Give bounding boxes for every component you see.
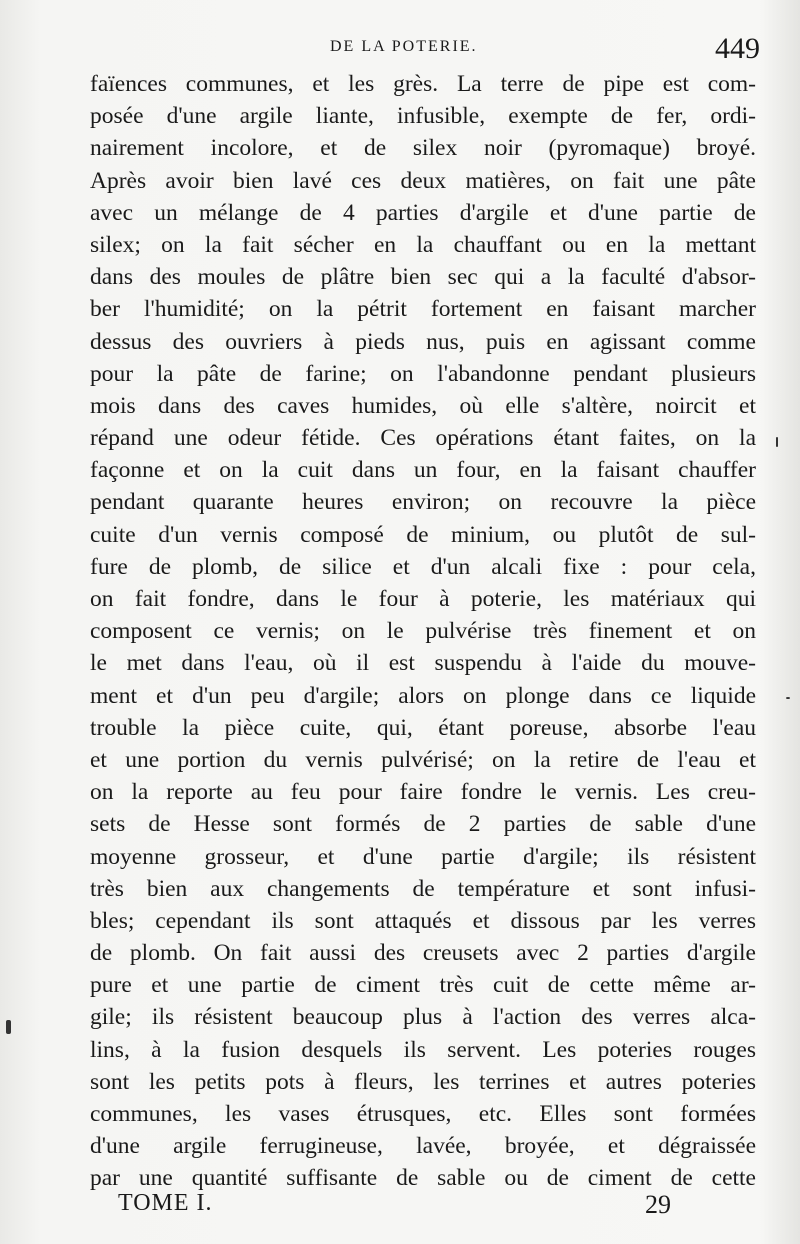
text-line: par une quantité suffisante de sable ou de ciment de cette (90, 1165, 756, 1192)
text-line: dans des moules de plâtre bien sec qui a la faculté d'absor- (90, 264, 756, 291)
text-line: Après avoir bien lavé ces deux matières, on fait une pâte (90, 167, 756, 194)
text-line: trouble la pièce cuite, qui, étant poreuse, absorbe l'eau (90, 714, 756, 741)
text-line: de plomb. On fait aussi des creusets avec 2 parties d'argile (90, 940, 756, 967)
ink-speck (786, 697, 790, 699)
text-line: répand une odeur fétide. Ces opérations étant faites, on la (90, 425, 756, 452)
text-line: ber l'humidité; on la pétrit fortement en faisant marcher (90, 296, 756, 323)
text-line: pour la pâte de farine; on l'abandonne pendant plusieurs (90, 360, 756, 387)
text-line: silex; on la fait sécher en la chauffant ou en la mettant (90, 231, 756, 258)
text-line: bles; cependant ils sont attaqués et dissous par les verres (90, 907, 756, 934)
text-line: et une portion du vernis pulvérisé; on la retire de l'eau et (90, 746, 756, 773)
text-line: sont les petits pots à fleurs, les terrines et autres poteries (90, 1068, 756, 1095)
text-line: lins, à la fusion desquels ils servent. Les poteries rouges (90, 1036, 756, 1063)
text-line: pendant quarante heures environ; on recouvre la pièce (90, 489, 756, 516)
text-line: ment et d'un peu d'argile; alors on plonge dans ce liquide (90, 682, 756, 709)
text-line: le met dans l'eau, où il est suspendu à l'aide du mouve- (90, 650, 756, 677)
text-line: fure de plomb, de silice et d'un alcali fixe : pour cela, (90, 553, 756, 580)
body-text (90, 68, 756, 1195)
text-line: moyenne grosseur, et d'une partie d'argile; ils résistent (90, 843, 756, 870)
text-line: composent ce vernis; on le pulvérise très finement et on (90, 618, 756, 645)
ink-speck (776, 437, 778, 447)
text-line: pure et une partie de ciment très cuit de cette même ar- (90, 972, 756, 999)
text-line: façonne et on la cuit dans un four, en la faisant chauffer (90, 457, 756, 484)
text-line: faïences communes, et les grès. La terre de pipe est com- (90, 71, 756, 97)
text-line: posée d'une argile liante, infusible, exempte de fer, ordi- (90, 103, 756, 130)
ink-speck (6, 1020, 11, 1034)
signature-number: 29 (645, 1190, 671, 1219)
running-title: DE LA POTERIE. (330, 38, 478, 55)
volume-signature: TOME I. (118, 1190, 213, 1216)
text-line: communes, les vases étrusques, etc. Elles sont formées (90, 1101, 756, 1127)
text-line: avec un mélange de 4 parties d'argile et d'une partie de (90, 199, 756, 226)
text-line: cuite d'un vernis composé de minium, ou plutôt de sul- (90, 521, 756, 548)
text-line: nairement incolore, et de silex noir (pyromaque) broyé. (90, 135, 756, 162)
text-line: dessus des ouvriers à pieds nus, puis en agissant comme (90, 328, 756, 355)
text-line: gile; ils résistent beaucoup plus à l'action des verres alca- (90, 1004, 756, 1031)
text-line: sets de Hesse sont formés de 2 parties de sable d'une (90, 811, 756, 838)
text-line: on la reporte au feu pour faire fondre le vernis. Les creu- (90, 779, 756, 806)
page-number: 449 (715, 32, 760, 65)
running-head (0, 32, 800, 66)
text-line: mois dans des caves humides, où elle s'altère, noircit et (90, 392, 756, 419)
text-line: d'une argile ferrugineuse, lavée, broyée, et dégraissée (90, 1133, 756, 1160)
text-line: très bien aux changements de température et sont infusi- (90, 875, 756, 902)
page-footer (0, 1186, 800, 1226)
text-line: on fait fondre, dans le four à poterie, les matériaux qui (90, 586, 756, 612)
